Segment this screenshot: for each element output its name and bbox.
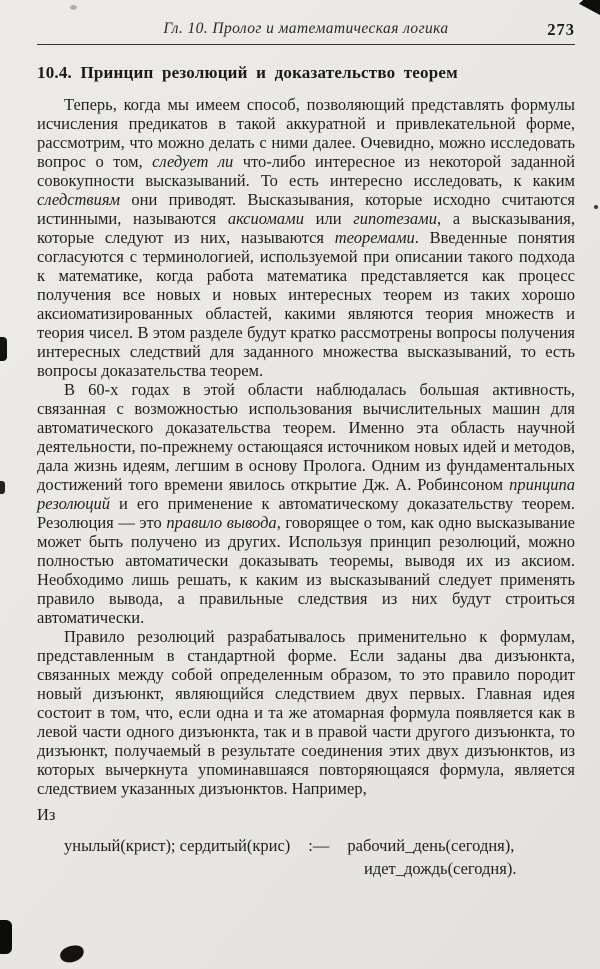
scan-artifact-bottom-blob	[59, 944, 86, 965]
scan-artifact-left-edge	[0, 481, 5, 494]
code-clause-body-2: идет_дождь(сегодня).	[364, 859, 517, 878]
paragraph	[37, 95, 575, 380]
section-heading: 10.4. Принцип резолюций и доказательство теорем	[37, 63, 458, 82]
paragraph	[37, 627, 575, 798]
text-run: , говорящее о том, как одно высказывание может быть получено из других. Используя принцип резолюций, можно полностью автоматически доказывать теоремы, выводя их из аксиом. Необходимо лишь решать, к каким из высказываний следует применять правило вывода, а правильные следствия из них будут строиться автоматически.	[37, 513, 575, 627]
code-clause-head: унылый(крист); сердитый(крис)	[64, 836, 291, 855]
italic-text-run: принципа резолюций	[37, 475, 575, 513]
italic-text-run: аксиомами	[227, 209, 304, 228]
text-run: Правило резолюций разрабатывалось применительно к формулам, представленным в стандартной форме. Если заданы два дизъюнкта, связанных между собой определенным образом, то это правило породит новый дизъюнкт, являющийся следствием двух первых. Главная идея состоит в том, что, если одна и та же атомарная формула появляется как в левой части одного дизъюнкта, так и в правой части другого дизъюнкта, то дизъюнкт, получаемый в результате соединения этих двух дизъюнктов, из которых вычеркнута упоминавшаяся повторяющаяся формула, является следствием указанных дизъюнктов. Например,	[37, 627, 575, 798]
scan-artifact-speck	[70, 5, 77, 10]
scan-artifact-corner	[579, 0, 600, 15]
scan-artifact-left-edge	[0, 337, 7, 361]
code-line-1	[64, 834, 575, 857]
text-run: , а высказывания, которые следуют из них, называются	[37, 209, 575, 247]
text-run: и его применение к автоматическому доказательству теорем. Резолюция — это	[37, 494, 575, 532]
italic-text-run: следует ли	[152, 152, 234, 171]
code-line-2	[364, 857, 575, 880]
header-rule	[37, 44, 575, 45]
italic-text-run: правило вывода	[166, 513, 277, 532]
code-implication-operator: :—	[308, 836, 330, 855]
header-page-number: 273	[547, 20, 575, 39]
scan-artifact-right-speck	[594, 205, 598, 209]
code-clause-body-1: рабочий_день(сегодня),	[347, 836, 515, 855]
example-intro: Из	[37, 805, 56, 824]
text-run: или	[303, 209, 354, 228]
running-header	[37, 20, 575, 42]
italic-text-run: теоремами	[334, 228, 415, 247]
text-run: Теперь, когда мы имеем способ, позволяющий представлять формулы исчисления предикатов в такой аккуратной и привлекательной форме, рассмотрим, что можно делать с ними далее. Очевидно, можно исследовать вопрос о том,	[37, 95, 575, 171]
paragraph	[37, 380, 575, 627]
body-paragraphs	[37, 95, 575, 798]
scan-artifact-bottom-left	[0, 920, 12, 954]
italic-text-run: гипотезами	[353, 209, 437, 228]
prolog-example	[37, 834, 575, 880]
text-run: они приводят. Высказывания, которые исходно считаются истинными, называются	[37, 190, 575, 228]
header-chapter-title: Гл. 10. Пролог и математическая логика	[163, 20, 449, 37]
text-run: что-либо интересное из некоторой заданной совокупности высказываний. То есть интересно исследовать, к каким	[37, 152, 575, 190]
text-run: . Введенные понятия согласуются с терминологией, используемой при описании такого подхода к математике, когда работа математика представляется как процесс получения все новых и новых интересных теорем из таких хорошо аксиоматизированных областей, какими являются теория множеств и теория чисел. В этом разделе будут кратко рассмотрены вопросы получения интересных следствий для заданного множества высказываний, то есть вопросы доказательства теорем.	[37, 228, 575, 380]
text-run: В 60-х годах в этой области наблюдалась большая активность, связанная с возможностью использования вычислительных машин для автоматического доказательства теорем. Именно эта область научной деятельности, по-прежнему остающаяся источником новых идей и методов, дала жизнь идеям, легшим в основу Пролога. Одним из фундаментальных достижений того времени явилось открытие Дж. А. Робинсоном	[37, 380, 575, 494]
italic-text-run: следствиям	[37, 190, 121, 209]
